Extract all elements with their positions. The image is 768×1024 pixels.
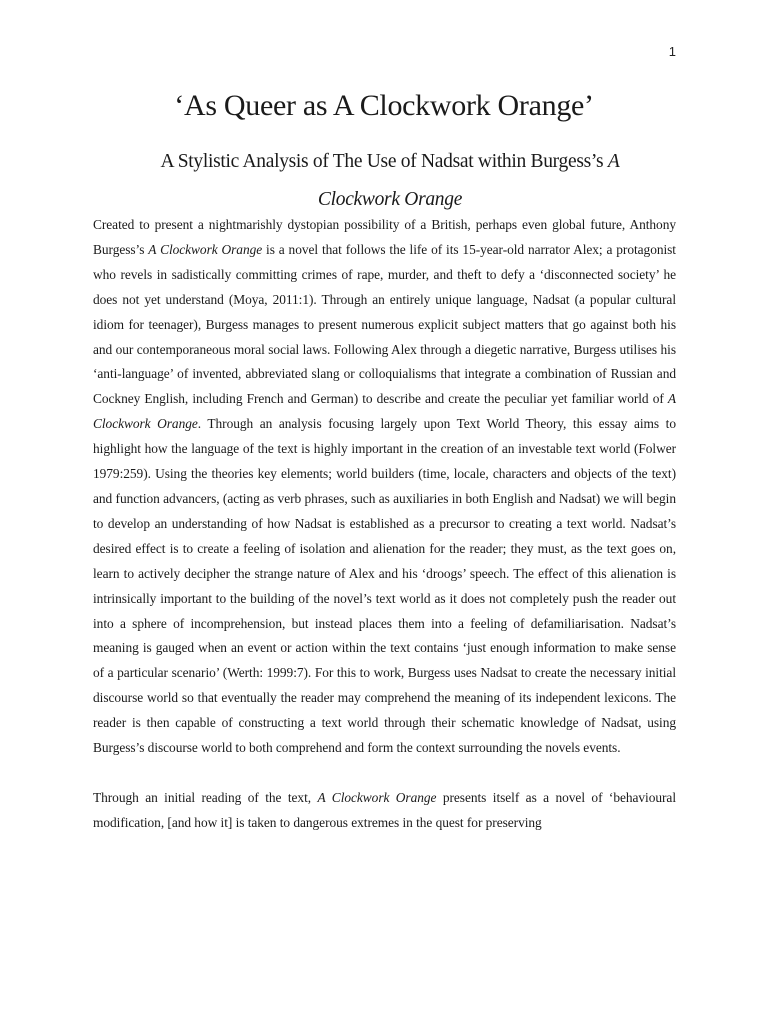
paragraph-2-text-b: presents itself as a novel of ‘behavioural modification, [and how it] is taken to dangerous extremes in the quest for preserving	[93, 789, 676, 830]
paragraph-1-text-b: is a novel that follows the life of its 15-year-old narrator Alex; a protagonist who revels in sadistically committing crimes of rape, murder, and theft to defy a ‘disconnected society’ he does not yet understand (Moya, 2011:1). Through an entirely unique language, Nadsat (a popular cultural idiom for teenager), Burgess manages to present numerous explicit subject matters that go against both his and our contemporaneous moral social laws. Following Alex through a diegetic narrative, Burgess utilises his ‘anti-language’ of invented, abbreviated slang or colloquialisms that integrate a combination of Russian and Cockney English, including French and German) to describe and create the peculiar yet familiar world of	[93, 241, 676, 407]
paragraph-2	[93, 786, 676, 836]
paragraph-1	[93, 213, 676, 761]
body-text	[93, 213, 676, 836]
paragraph-1-book-title-a: A Clockwork Orange	[148, 241, 263, 257]
subtitle-book-title: A Clockwork Orange	[317, 151, 620, 210]
document-subtitle	[140, 143, 640, 219]
subtitle-text: A Stylistic Analysis of The Use of Nadsat within Burgess’s	[160, 151, 608, 172]
paragraph-2-text-a: Through an initial reading of the text,	[93, 789, 318, 805]
paragraph-1-book-title-b: A Clockwork Orange	[93, 391, 676, 432]
paragraph-2-book-title: A Clockwork Orange	[317, 789, 437, 805]
page-number: 1	[668, 44, 676, 59]
paragraph-1-text-a: Created to present a nightmarishly dystopian possibility of a British, perhaps even global future, Anthony Burgess’s	[93, 217, 676, 257]
document-title: ‘As Queer as A Clockwork Orange’	[174, 89, 594, 122]
paragraph-1-text-c: . Through an analysis focusing largely upon Text World Theory, this essay aims to highlight how the language of the text is highly important in the creation of an investable text world (Folwer 1979:259). Using the theories key elements; world builders (time, locale, characters and objects of the text) and function advancers, (acting as verb phrases, such as auxiliaries in both English and Nadsat) we will begin to develop an understanding of how Nadsat is established as a precursor to creating a text world. Nadsat’s desired effect is to create a feeling of isolation and alienation for the reader; they must, as the text goes on, learn to actively decipher the strange nature of Alex and his ‘droogs’ speech. The effect of this alienation is intrinsically important to the building of the novel’s text world as it does not completely push the reader out into a sphere of incomprehension, but instead places them into a feeling of defamiliarisation. Nadsat’s meaning is gauged when an event or action within the text contains ‘just enough information to make sense of a particular scenario’ (Werth: 1999:7). For this to work, Burgess uses Nadsat to create the necessary initial discourse world so that eventually the reader may comprehend the meaning of its independent lexicons. The reader is then capable of constructing a text world through their schematic knowledge of Nadsat, using Burgess’s discourse world to both comprehend and form the context surrounding the novels events.	[93, 416, 676, 756]
